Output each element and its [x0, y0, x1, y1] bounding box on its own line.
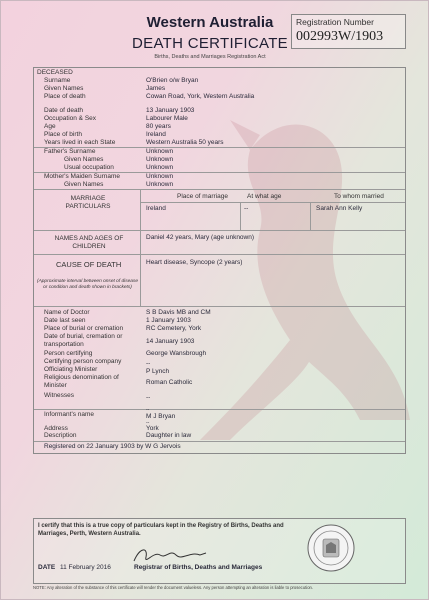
cause-label: CAUSE OF DEATH	[56, 260, 122, 269]
field-value: Labourer Male	[146, 115, 188, 122]
act-subtitle: Births, Deaths and Marriages Registration Act	[154, 54, 266, 60]
father-given: Unknown	[146, 156, 174, 163]
field-label: Surname	[44, 77, 71, 84]
marriage-col-place: Place of marriage	[177, 193, 228, 200]
divider	[140, 231, 141, 254]
marriage-whom: Sarah Ann Kelly	[316, 205, 363, 212]
informant-description: Daughter in law	[146, 432, 192, 439]
header	[130, 14, 290, 60]
cause-section	[34, 255, 405, 307]
deceased-label: DECEASED	[37, 69, 73, 76]
marriage-label: MARRIAGE PARTICULARS	[65, 195, 111, 210]
father-section	[34, 148, 405, 173]
registration-number: 002993W/1903	[296, 29, 384, 44]
details-section	[34, 307, 405, 410]
field-label: Place of birth	[44, 131, 82, 138]
detail-label: Place of burial or cremation	[44, 325, 124, 332]
mother-given: Unknown	[146, 181, 174, 188]
certification-text: I certify that this is a true copy of particulars kept in the Registry of Births, Deaths and Marriages, Perth, Western Australia.	[38, 523, 284, 537]
detail-label: Date of burial, cremation or transportation	[44, 333, 123, 348]
certification-box	[33, 518, 406, 584]
field-value: James	[146, 85, 166, 92]
children-label: NAMES AND AGES OF CHILDREN	[54, 235, 124, 250]
state-title: Western Australia	[146, 14, 274, 31]
informant-address: York	[146, 425, 159, 432]
detail-label: Name of Doctor	[44, 309, 90, 316]
registration-box	[291, 14, 406, 49]
deceased-section	[34, 68, 405, 148]
mother-surname-label: Mother's Maiden Surname	[44, 173, 121, 180]
field-value: O'Brien o/w Bryan	[146, 77, 199, 84]
registered-text: Registered on 22 January 1903 by W G Jervois	[44, 443, 181, 450]
field-value: 13 January 1903	[146, 107, 195, 114]
informant-name-pre: --	[146, 407, 150, 413]
detail-value: --	[146, 360, 151, 367]
divider	[140, 202, 405, 203]
father-surname-label: Father's Surname	[44, 148, 96, 155]
children-value: Daniel 42 years, Mary (age unknown)	[146, 234, 255, 241]
field-label: Occupation & Sex	[44, 115, 97, 122]
father-occupation: Unknown	[146, 164, 174, 171]
detail-value: Roman Catholic	[146, 379, 193, 386]
marriage-age: --	[244, 205, 249, 212]
mother-section	[34, 173, 405, 190]
field-value: Cowan Road, York, Western Australia	[146, 93, 255, 100]
detail-label: Religious denomination of Minister	[44, 374, 119, 389]
detail-label: Certifying person company	[44, 358, 122, 365]
detail-value: 14 January 1903	[146, 338, 195, 345]
father-occupation-label: Usual occupation	[64, 164, 114, 171]
field-label: Place of death	[44, 93, 86, 100]
detail-value: P Lynch	[146, 368, 170, 375]
detail-value: George Wansbrough	[146, 350, 207, 357]
field-label: Given Names	[44, 85, 84, 92]
detail-value: RC Cemetery, York	[146, 325, 202, 332]
government-seal-icon	[306, 523, 356, 573]
father-given-label: Given Names	[64, 156, 104, 163]
cause-note: (Approximate interval between onset of disease or condition and death shown in brackets)	[36, 279, 139, 290]
detail-label: Officiating Minister	[44, 366, 98, 373]
registered-section	[34, 442, 405, 453]
document-title: DEATH CERTIFICATE	[132, 35, 288, 52]
date-label: DATE	[38, 564, 56, 571]
divider	[310, 202, 311, 230]
field-value: 80 years	[146, 123, 171, 130]
detail-label: Person certifying	[44, 350, 93, 357]
marriage-col-age: At what age	[247, 193, 282, 200]
detail-label: Date last seen	[44, 317, 86, 324]
marriage-place: Ireland	[146, 205, 166, 212]
detail-value: --	[146, 394, 151, 401]
field-value: Ireland	[146, 131, 166, 138]
informant-name-label: Informant's name	[44, 411, 95, 418]
father-surname: Unknown	[146, 148, 174, 155]
field-label: Age	[44, 123, 56, 130]
marriage-col-whom: To whom married	[334, 193, 384, 200]
detail-value: S B Davis MB and CM	[146, 309, 211, 316]
mother-surname: Unknown	[146, 173, 174, 180]
certificate-form	[33, 67, 406, 454]
mother-given-label: Given Names	[64, 181, 104, 188]
children-section	[34, 231, 405, 255]
detail-label: Witnesses	[44, 392, 74, 399]
divider	[140, 255, 141, 306]
informant-address-label: Address	[44, 425, 68, 432]
marriage-section	[34, 190, 405, 231]
footer-note: NOTE: Any alteration of the substance of this certificate will render the document valueless. Any person attempting an alteration is liable to prosecution.	[33, 585, 314, 590]
field-label: Date of death	[44, 107, 84, 114]
field-label: Years lived in each State	[44, 139, 116, 146]
registration-label: Registration Number	[296, 17, 374, 27]
informant-description-label: Description	[44, 432, 77, 439]
field-value: Western Australia 50 years	[146, 139, 224, 146]
informant-address-pre: --	[146, 420, 150, 426]
divider	[240, 202, 241, 230]
divider	[140, 190, 141, 230]
registrar-title: Registrar of Births, Deaths and Marriages	[134, 564, 263, 571]
cause-value: Heart disease, Syncope (2 years)	[146, 259, 243, 266]
certification-date: 11 February 2016	[60, 564, 111, 571]
informant-section	[34, 407, 405, 442]
detail-value: 1 January 1903	[146, 317, 191, 324]
informant-name: M J Bryan	[146, 413, 176, 420]
